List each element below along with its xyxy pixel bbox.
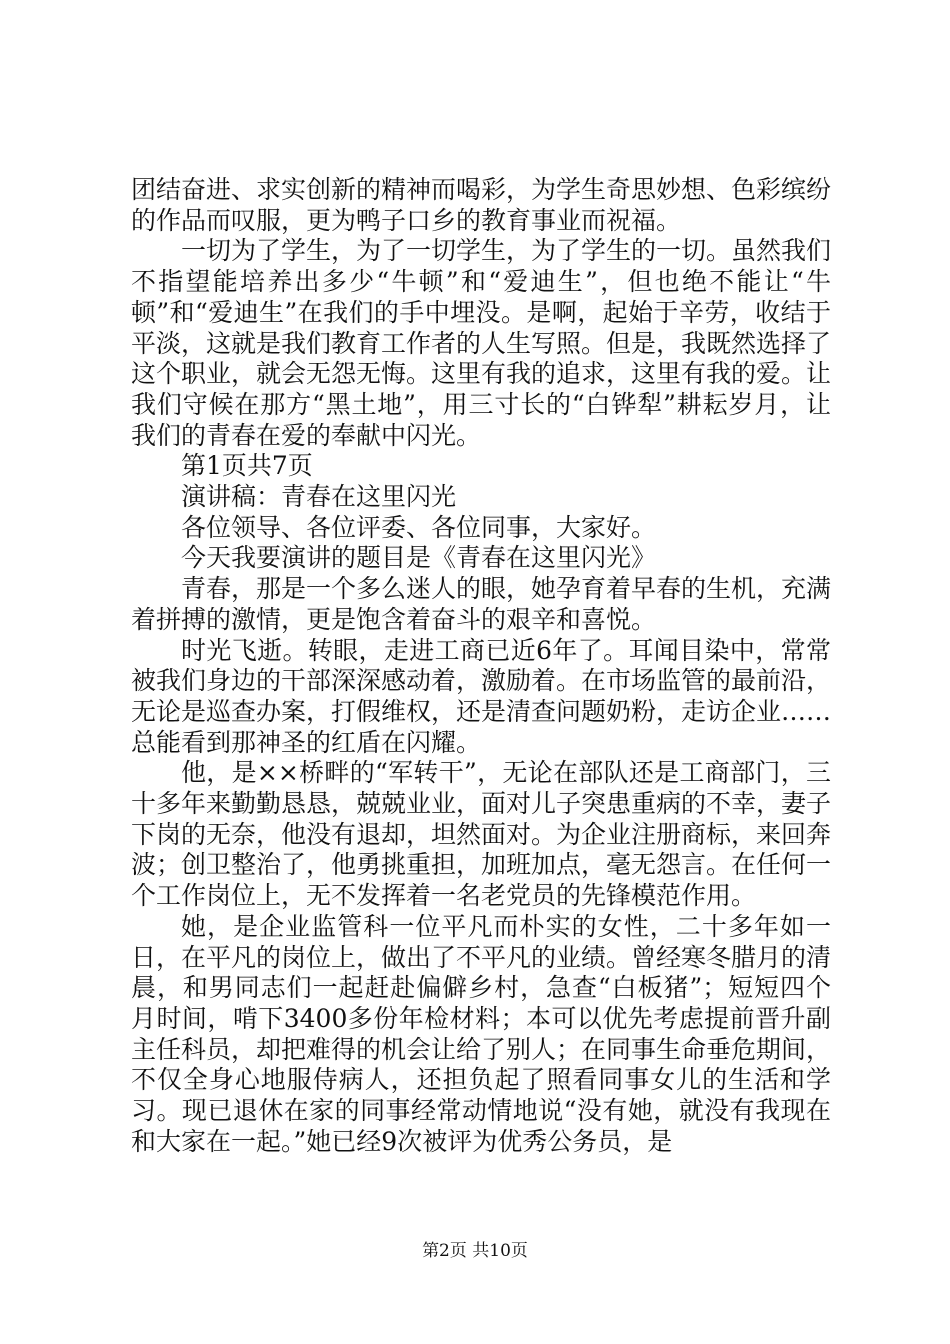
paragraph-she: 她，是企业监管科一位平凡而朴实的女性，二十多年如一日，在平凡的岗位上，做出了不平凡的业绩。曾经寒冬腊月的清晨，和男同志们一起赶赴偏僻乡村，急查“白板猪”；短短四个月时间，啃下3400多份年检材料；本可以优先考虑提前晋升副主任科员，却把难得的机会让给了别人；在同事生命垂危期间，不仅全身心地服侍病人，还担负起了照看同事女儿的生活和学习。现已退休在家的同事经常动情地说“没有她，就没有我现在和大家在一起。”她已经9次被评为优秀公务员，是: [131, 911, 832, 1156]
paragraph-time: 时光飞逝。转眼，走进工商已近6年了。耳闻目染中，常常被我们身边的干部深深感动着，激励着。在市场监管的最前沿，无论是巡查办案，打假维权，还是清查问题奶粉，走访企业……总能看到那神圣的红盾在闪耀。: [131, 635, 832, 757]
paragraph-for-students: 一切为了学生，为了一切学生，为了学生的一切。虽然我们不指望能培养出多少“牛顿”和“爱迪生”，但也绝不能让“牛顿”和“爱迪生”在我们的手中埋没。是啊，起始于辛劳，收结于平淡，这就是我们教育工作者的人生写照。但是，我既然选择了这个职业，就会无怨无悔。这里有我的追求，这里有我的爱。让我们守候在那方“黑土地”，用三寸长的“白铧犁”耕耘岁月，让我们的青春在爱的奉献中闪光。: [131, 236, 832, 450]
document-body: [131, 175, 831, 1158]
paragraph-continuation: 团结奋进、求实创新的精神而喝彩，为学生奇思妙想、色彩缤纷的作品而叹服，更为鸭子口乡的教育事业而祝福。: [131, 175, 832, 235]
page-footer: 第2页 共10页: [422, 1241, 528, 1261]
paragraph-he: 他，是××桥畔的“军转干”，无论在部队还是工商部门，三十多年来勤勤恳恳，兢兢业业，面对儿子突患重病的不幸，妻子下岗的无奈，他没有退却，坦然面对。为企业注册商标，来回奔波；创卫整治了，他勇挑重担，加班加点，毫无怨言。在任何一个工作岗位上，无不发挥着一名老党员的先锋模范作用。: [131, 758, 832, 911]
inline-page-marker: 第1页共7页: [181, 451, 313, 481]
topic-line: 今天我要演讲的题目是《青春在这里闪光》: [181, 543, 657, 573]
greeting: 各位领导、各位评委、各位同事，大家好。: [181, 512, 657, 542]
speech-title: 演讲稿：青春在这里闪光: [181, 482, 457, 512]
paragraph-youth: 青春，那是一个多么迷人的眼，她孕育着早春的生机，充满着拼搏的激情，更是饱含着奋斗的艰辛和喜悦。: [131, 574, 832, 634]
